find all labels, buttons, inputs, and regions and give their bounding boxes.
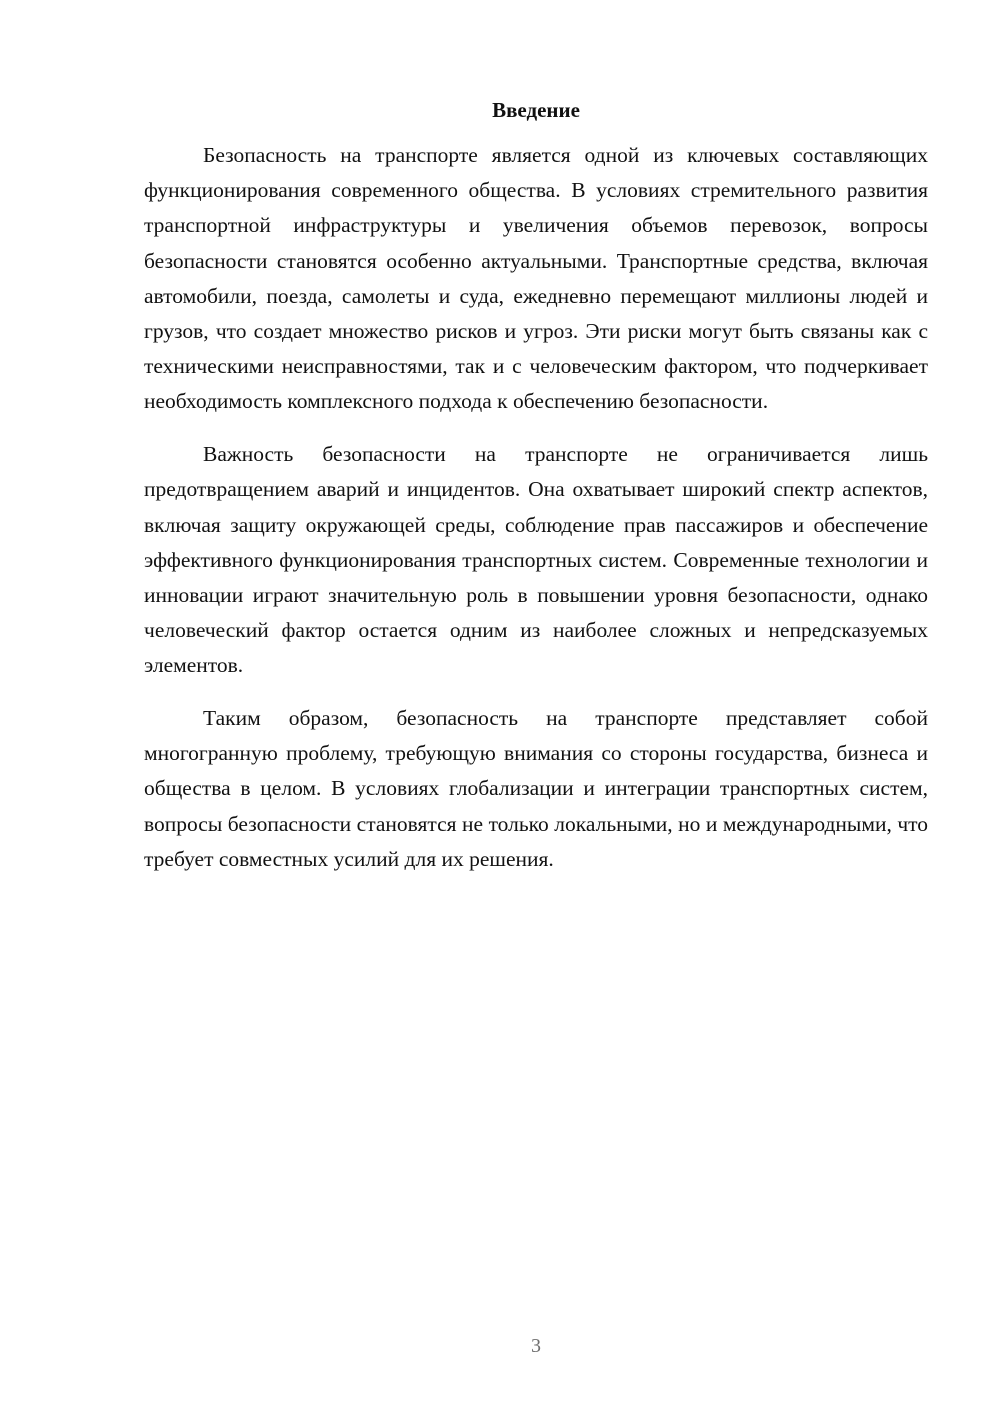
section-heading: Введение [492, 98, 580, 122]
document-content [144, 94, 928, 895]
paragraph-2: Важность безопасности на транспорте не ограничивается лишь предотвращением аварий и инцидентов. Она охватывает широкий спектр аспектов, включая защиту окружающей среды, соблюдение прав пассажиров и обеспечение эффективного функционирования транспортных систем. Современные технологии и инновации играют значительную роль в повышении уровня безопасности, однако человеческий фактор остается одним из наиболее сложных и непредсказуемых элементов. [144, 442, 928, 678]
paragraph-1: Безопасность на транспорте является одной из ключевых составляющих функционирования современного общества. В условиях стремительного развития транспортной инфраструктуры и увеличения объемов перевозок, вопросы безопасности становятся особенно актуальными. Транспортные средства, включая автомобили, поезда, самолеты и суда, ежедневно перемещают миллионы людей и грузов, что создает множество рисков и угроз. Эти риски могут быть связаны как с техническими неисправностями, так и с человеческим фактором, что подчеркивает необходимость комплексного подхода к обеспечению безопасности. [144, 143, 928, 414]
paragraph-3: Таким образом, безопасность на транспорте представляет собой многогранную проблему, требующую внимания со стороны государства, бизнеса и общества в целом. В условиях глобализации и интеграции транспортных систем, вопросы безопасности становятся не только локальными, но и международными, что требует совместных усилий для их решения. [144, 706, 928, 871]
page-number: 3 [531, 1335, 541, 1357]
